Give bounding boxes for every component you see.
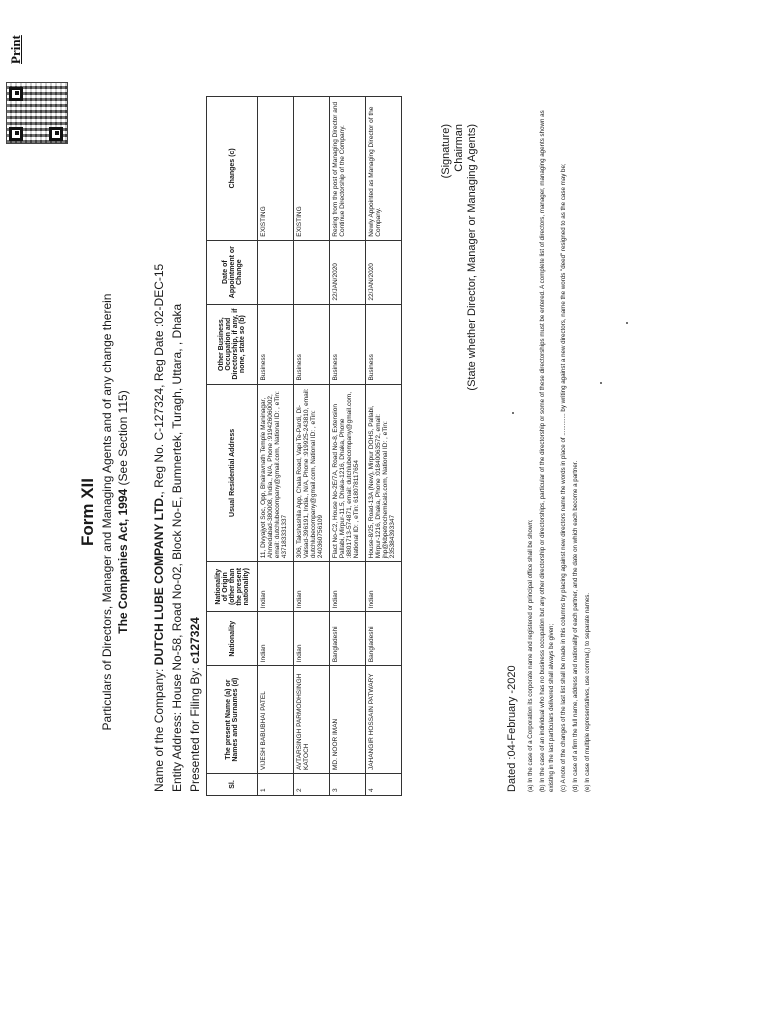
cell-name: AVTARSINGH PARMODHSINGH KATOCH bbox=[294, 666, 330, 774]
table-row bbox=[258, 97, 294, 796]
table-row bbox=[366, 97, 402, 796]
cell-changes: Resing from the post of Managing Director and Continue Directorship of the Company. bbox=[330, 97, 366, 241]
company-line bbox=[152, 264, 166, 792]
signatory-role-note: (State whether Director, Manager or Managing Agents) bbox=[466, 124, 478, 391]
cell-business: Business bbox=[294, 304, 330, 384]
cell-address: 306, Takshashila App, Chala Road, Vapi Te-Pardi, Di-Valsad-396191, India., N/A, Phone :919925-243810, email: dutchlubecompany@gmail.com, National ID: , eTin: 240360756109 bbox=[294, 384, 330, 562]
cell-origin: Indian bbox=[366, 562, 402, 612]
company-name-label: Name of the Company: bbox=[152, 668, 166, 792]
footnote: (b) In the case of an individual who has no business occupation but any other directorship or directorships, particular of the directorship or some of these directorships must be entered. A complete list of directors, manager, managing agents shown as existing in the last particulars delivered shall always be given; bbox=[539, 110, 555, 792]
header-name: The present Name (a) or Names and Surnames (d) bbox=[207, 666, 258, 774]
cell-date: 22/JAN/2020 bbox=[366, 240, 402, 304]
cell-origin: Indian bbox=[330, 562, 366, 612]
footnote: (e) In case of multiple representatives, use comma(,) to separate names. bbox=[584, 592, 591, 792]
act-name: The Companies Act, 1994 bbox=[116, 488, 130, 634]
cell-name: JAHANGIR HOSSAIN PATWARY bbox=[366, 666, 402, 774]
footnotes bbox=[526, 102, 595, 792]
cell-changes: EXISTING bbox=[258, 97, 294, 241]
company-reg-info: , Reg No. C-127324, Reg Date :02-DEC-15 bbox=[152, 263, 166, 495]
qr-finder-icon bbox=[9, 87, 23, 101]
qr-code bbox=[6, 82, 68, 144]
footnote: (a) In the case of a Corporation its corporate name and registered or principal office shall be shown; bbox=[527, 519, 534, 792]
directors-table bbox=[206, 96, 402, 796]
footnote: (d) In case of a firm the full name, address and nationality of each partner, and the date on which each become a partner. bbox=[572, 460, 579, 792]
table-header-row bbox=[207, 97, 258, 796]
header-sl: Sl. bbox=[207, 774, 258, 796]
signature-block bbox=[440, 124, 479, 544]
footnote: (c) A note of the changes of the last list shall be made in this columns by placing against new directors name the words in place of ............. by writing against a new directors, name the words "deed" resigned to as the case may be; bbox=[560, 163, 567, 792]
cell-origin: Indian bbox=[258, 562, 294, 612]
qr-finder-icon bbox=[9, 127, 23, 141]
header-date: Date of Appointment or Change bbox=[207, 240, 258, 304]
act-reference bbox=[116, 0, 130, 1024]
cell-nationality: Indian bbox=[294, 612, 330, 666]
cell-name: VIJESH BABUBHAI PATEL bbox=[258, 666, 294, 774]
cell-business: Business bbox=[330, 304, 366, 384]
header-nationality: Nationality bbox=[207, 612, 258, 666]
section-reference: (See Section 115) bbox=[116, 390, 130, 486]
cell-address: Flact No-C2, House No-2E/7A, Road No-8, Extension Pallabi, Mirpur-11.5, Dhaka-1216, Dhaka, Phone :8801713-574871, email: dutchlubecompany@gmail.com, National ID: , eTin: 618078117654 bbox=[330, 384, 366, 562]
print-link[interactable]: Print bbox=[8, 35, 23, 64]
signatory-title: Chairman bbox=[453, 124, 465, 172]
presented-by: c127324 bbox=[188, 617, 202, 664]
cell-nationality: Bangladeshi bbox=[366, 612, 402, 666]
table-row bbox=[330, 97, 366, 796]
presented-for-filing bbox=[188, 617, 202, 792]
entity-address: Entity Address: House No-58, Road No-02, Block No-E, Bumnertek, Turagh, Uttara, , Dhaka bbox=[170, 303, 184, 792]
cell-address: 11, Divyajyot Soc, Opp, Bhairavnath Temple Maninagar, Ahmedabad-380008, India., N/A, Phone :919426060002, email: dutchlubecompany@gmail.com, National ID: , eTin: 437183331337 bbox=[258, 384, 294, 562]
qr-finder-icon bbox=[49, 127, 63, 141]
cell-sl: 1 bbox=[258, 774, 294, 796]
cell-date bbox=[294, 240, 330, 304]
presented-label: Presented for Filing By: bbox=[188, 667, 202, 792]
scan-speck bbox=[512, 412, 514, 414]
cell-business: Business bbox=[258, 304, 294, 384]
table-row bbox=[294, 97, 330, 796]
header-address: Usual Residential Address bbox=[207, 384, 258, 562]
cell-name: MD. NOOR IMAN bbox=[330, 666, 366, 774]
header-origin: Nationality of Origin (other than the present nationality) bbox=[207, 562, 258, 612]
scan-speck bbox=[600, 382, 602, 384]
company-name: DUTCH LUBE COMPANY LTD. bbox=[152, 494, 166, 666]
cell-date: 22/JAN/2020 bbox=[330, 240, 366, 304]
cell-sl: 4 bbox=[366, 774, 402, 796]
signature-label: (Signature) bbox=[440, 124, 452, 179]
header-changes: Changes (c) bbox=[207, 97, 258, 241]
cell-address: House-8/25, Road-13A (New), Mirpur DOHS, Pallabi, Mirpur-1216, Dhaka, Phone :01840063572, email: jhp@kbpetrochemicals.com, National ID: , eTin: 235384393347 bbox=[366, 384, 402, 562]
form-subtitle: Particulars of Directors, Manager and Managing Agents and of any change therein bbox=[100, 293, 114, 731]
cell-sl: 2 bbox=[294, 774, 330, 796]
cell-nationality: Bangladeshi bbox=[330, 612, 366, 666]
cell-date bbox=[258, 240, 294, 304]
cell-business: Business bbox=[366, 304, 402, 384]
form-title: Form XII bbox=[78, 478, 97, 547]
cell-changes: EXISTING bbox=[294, 97, 330, 241]
dated-line: Dated :04-February -2020 bbox=[506, 665, 518, 792]
cell-nationality: Indian bbox=[258, 612, 294, 666]
cell-origin: Indian bbox=[294, 562, 330, 612]
header-business: Other Business, Occupation and Directorship, if any, if none, state so (b) bbox=[207, 304, 258, 384]
cell-changes: Newly Appointed as Managing Director of the Company. bbox=[366, 97, 402, 241]
scan-speck bbox=[626, 322, 628, 324]
cell-sl: 3 bbox=[330, 774, 366, 796]
